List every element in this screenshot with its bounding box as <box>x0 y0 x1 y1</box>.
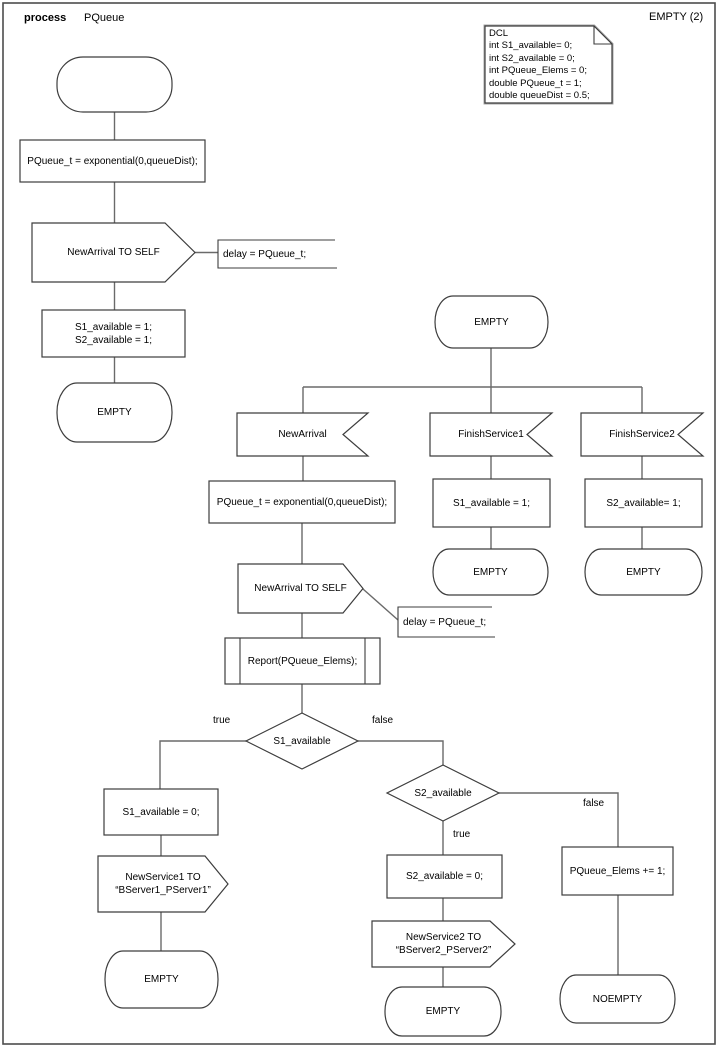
state-empty-top-label: EMPTY <box>474 316 509 328</box>
output-newarrival-self-label: NewArrival TO SELF <box>254 583 347 594</box>
dcl-line: double queueDist = 0.5; <box>489 90 590 102</box>
state-empty-fs1-label: EMPTY <box>473 566 508 578</box>
dcl-line: int S1_available= 0; <box>489 40 573 52</box>
comment-delay-newarrival-label: delay = PQueue_t; <box>403 616 487 628</box>
decision-s1-false-label: false <box>372 715 394 726</box>
output-newarrival-start-label: NewArrival TO SELF <box>67 247 160 258</box>
state-empty-fs2-label: EMPTY <box>626 566 661 578</box>
start-symbol <box>57 57 172 112</box>
dcl-note-text <box>489 28 590 102</box>
input-finishservice1-label: FinishService1 <box>458 429 524 440</box>
task-init-availability-label <box>42 310 185 357</box>
input-finishservice2-label: FinishService2 <box>609 429 675 440</box>
output-line: “BServer2_PServer2” <box>395 945 492 956</box>
procedure-report-label: Report(PQueue_Elems); <box>247 655 358 667</box>
task-set-timer-start-label: PQueue_t = exponential(0,queueDist); <box>27 155 198 167</box>
dcl-line: double PQueue_t = 1; <box>489 77 582 89</box>
output-line: NewService1 TO <box>125 872 201 883</box>
task-s2-available-1-label: S2_available= 1; <box>606 497 681 509</box>
task-line: S2_available = 1; <box>74 334 152 346</box>
process-kind-label: process <box>24 12 67 24</box>
task-set-timer-newarrival-label: PQueue_t = exponential(0,queueDist); <box>216 496 388 508</box>
task-pqueue-elems-inc-label: PQueue_Elems += 1; <box>569 865 666 877</box>
page-ref-label: EMPTY (2) <box>649 11 704 23</box>
task-s1-available-0-label: S1_available = 0; <box>122 806 200 818</box>
dcl-line: int S2_available = 0; <box>489 52 575 64</box>
dcl-line: DCL <box>489 28 509 39</box>
task-s1-available-1-label: S1_available = 1; <box>452 497 530 509</box>
output-newservice2-label <box>372 921 515 967</box>
task-line: S1_available = 1; <box>74 321 152 333</box>
decision-s2-false-label: false <box>583 798 605 809</box>
decision-s2-available-label: S2_available <box>414 787 472 799</box>
output-newservice1-label <box>98 856 228 912</box>
state-empty-s2true-label: EMPTY <box>425 1006 461 1017</box>
decision-s1-available-label: S1_available <box>273 735 331 747</box>
state-empty-true-label: EMPTY <box>144 974 179 985</box>
comment-delay-start-label: delay = PQueue_t; <box>223 248 307 260</box>
task-s2-available-0-label: S2_available = 0; <box>405 871 483 882</box>
state-empty-start-label: EMPTY <box>97 407 132 418</box>
output-line: NewService2 TO <box>405 932 482 943</box>
dcl-line: int PQueue_Elems = 0; <box>489 65 587 77</box>
decision-s1-true-label: true <box>213 715 231 726</box>
output-line: “BServer1_PServer1” <box>115 885 211 896</box>
process-name: PQueue <box>84 12 125 24</box>
decision-s2-true-label: true <box>453 829 471 840</box>
input-newarrival-label: NewArrival <box>278 429 327 440</box>
state-noempty-label: NOEMPTY <box>592 993 643 1005</box>
